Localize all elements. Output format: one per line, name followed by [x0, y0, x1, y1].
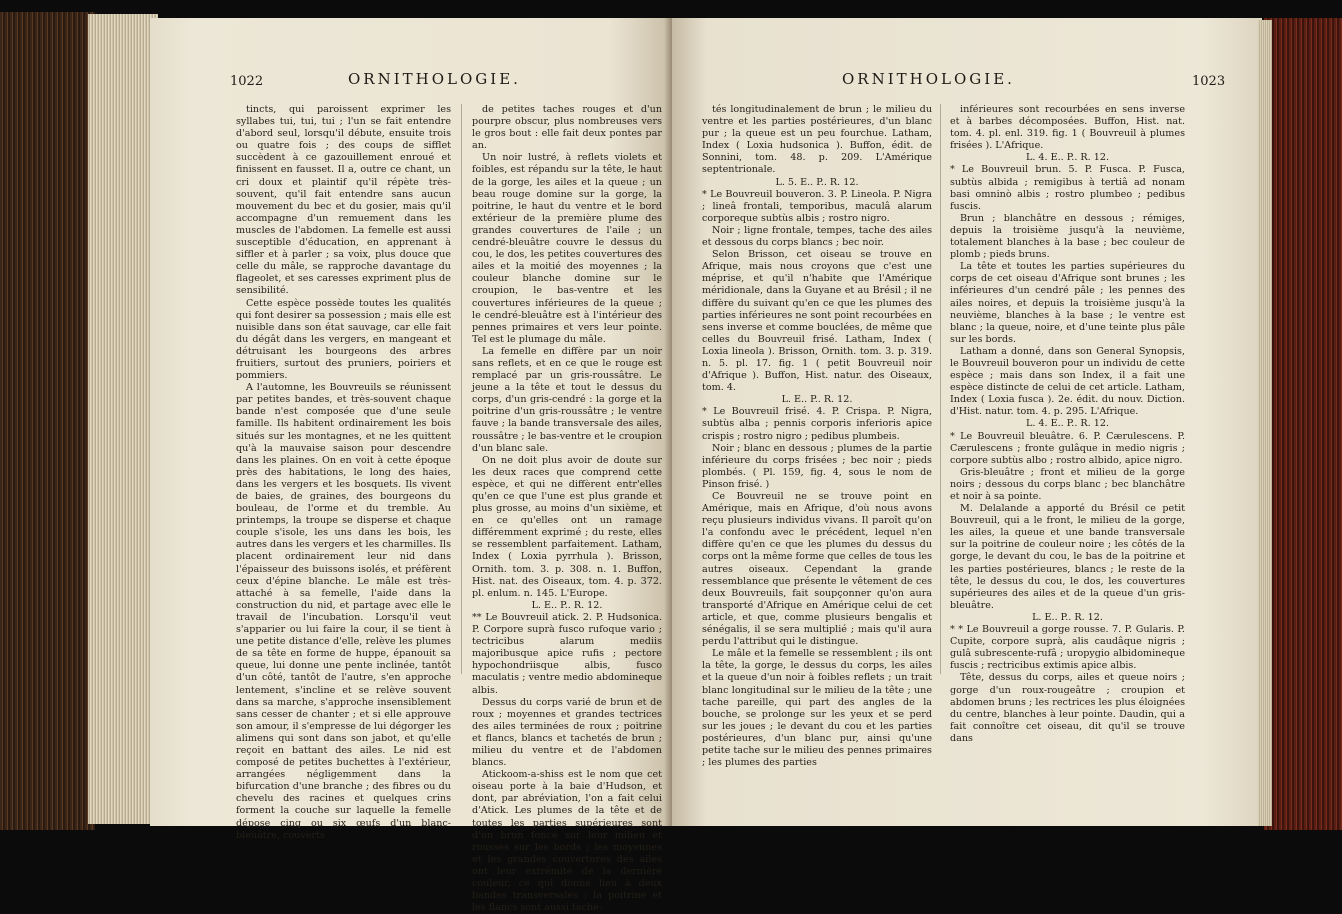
right-cover-edge [1264, 18, 1342, 830]
left-page-header: ORNITHOLOGIE. [348, 70, 521, 88]
right-page-header: ORNITHOLOGIE. [842, 70, 1015, 88]
right-column-2 [950, 104, 1185, 824]
left-cover-edge [0, 12, 95, 830]
left-page [150, 18, 672, 914]
paragraph: * Le Bouvreuil bouveron. 3. P. Lineola. P. Nigra ; lineâ frontali, temporibus, maculâ alarum corporeque subtùs albis ; rostro nigro. [702, 188, 932, 224]
paragraph: Noir ; blanc en dessous ; plumes de la partie inférieure du corps frisées ; bec noir ; pieds plombés. ( Pl. 159, fig. 4, sous le nom de Pinson frisé. ) [702, 442, 932, 490]
right-page-number: 1023 [1192, 74, 1226, 89]
left-page-edges [88, 14, 158, 824]
paragraph: L. 4. E.. P.. R. 12. [1025, 152, 1110, 164]
paragraph: L. E.. P.. R. 12. [1032, 611, 1103, 623]
left-page-number: 1022 [230, 74, 264, 89]
right-page [672, 18, 1262, 826]
column-divider [461, 104, 462, 674]
paragraph: Le mâle et la femelle se ressemblent ; ils ont la tête, la gorge, le dessus du corps, les ailes et la queue d'un noir à foibles reflets ; un trait blanc longitudinal sur le milieu de la tête ; une tache pareille, qui part des angles de la bouche, se prolonge sur les yeux et se perd sur les joues ; le devant du cou et les parties postérieures, d'un blanc pur, ainsi qu'une petite tache sur le milieu des pennes primaires ; les plumes des parties [702, 648, 932, 769]
paragraph: Brun ; blanchâtre en dessous ; rémiges, depuis la troisième jusqu'à la neuvième, totalement blanches à la base ; bec couleur de plomb ; pieds bruns. [950, 212, 1185, 261]
paragraph: tés longitudinalement de brun ; le milieu du ventre et les parties postérieures, d'un blanc pur ; la queue est un peu fourchue. Latham, Index ( Loxia hudsonica ). Buffon, édit. de Sonnini, tom. 48. p. 209. L'Amérique septentrionale. [702, 104, 932, 176]
paragraph: L. 4. E.. P.. R. 12. [1025, 418, 1110, 430]
paragraph: La tête et toutes les parties supérieures du corps de cet oiseau d'Afrique sont brunes ; les inférieures d'un cendré pâle ; les pennes des ailes noires, et depuis la troisième jusqu'à la neuvième, blanches à la base ; le ventre est blanc ; la queue, noire, et d'une teinte plus pâle sur les bords. [950, 261, 1185, 345]
paragraph: Latham a donné, dans son General Synopsis, le Bouvreuil bouveron pour un individu de cette espèce ; mais dans son Index, il a fait une espèce distincte de celui de cet article. Latham, Index ( Loxia fusca ). 2e. édit. du nouv. Diction. d'Hist. natur. tom. 4. p. 295. L'Afrique. [950, 345, 1185, 418]
paragraph: tincts, qui paroissent exprimer les syllabes tui, tui, tui ; l'un se fait entendre d'abord seul, lorsqu'il débute, ensuite trois ou quatre fois ; des coups de sifflet succèdent à ce gazouillement enroué et finissent en fausset. Il a, outre ce chant, un cri doux et plaintif qu'il répète très-souvent, qu'il fait entendre sans aucun mouvement du bec et du gosier, mais qu'il accompagne d'un remuement dans les muscles de l'abdomen. La femelle est aussi susceptible d'éducation, en apprenant à siffler et à parler ; sa voix, plus douce que celle du mâle, se rapproche davantage du flageolet, et ses caresses expriment plus de sensibilité. [236, 104, 451, 297]
paragraph: de petites taches rouges et d'un pourpre obscur, plus nombreuses vers le gros bout : elle fait deux pontes par an. [472, 104, 662, 152]
paragraph: Tête, dessus du corps, ailes et queue noirs ; gorge d'un roux-rougeâtre ; croupion et abdomen bruns ; les rectrices les plus éloignées du centre, blanches à leur pointe. Daudin, qui a fait connoître cet oiseau, dit qu'il se trouve dans [950, 672, 1185, 744]
paragraph: * Le Bouvreuil bleuâtre. 6. P. Cærulescens. P. Cærulescens ; fronte gulâque in medio nigris ; corpore subtùs albo ; rostro albido, apice nigro. [950, 430, 1185, 466]
paragraph: Un noir lustré, à reflets violets et foibles, est répandu sur la tête, le haut de la gorge, les ailes et la queue ; un beau rouge domine sur la gorge, la poitrine, le haut du ventre et le bord extérieur de la première plume des grandes couvertures de l'aile ; un cendré-bleuâtre couvre le dessus du cou, le dos, les petites couvertures des ailes et la moitié des moyennes ; la couleur blanche domine sur le croupion, le bas-ventre et les couvertures inférieures de la queue ; le cendré-bleuâtre est à l'intérieur des pennes primaires et vers leur pointe. Tel est le plumage du mâle. [472, 152, 662, 345]
paragraph: Ce Bouvreuil ne se trouve point en Amérique, mais en Afrique, d'où nous avons reçu plusieurs individus vivans. Il paroît qu'on l'a confondu avec le précédent, lequel n'en diffère qu'en ce que les plumes du dessus du corps ont la même forme que celles de tous les autres oiseaux. Cependant la grande ressemblance que présente le vêtement de ces deux Bouvreuils, fait soupçonner qu'on aura transporté d'Afrique en Amérique celui de cet article, et que, comme plusieurs bengalis et sénégalis, il se sera multiplié ; mais qu'il aura perdu l'attribut qui le distingue. [702, 491, 932, 648]
column-divider [940, 104, 941, 674]
paragraph: L. E.. P.. R. 12. [781, 394, 853, 406]
paragraph: On ne doit plus avoir de doute sur les deux races que comprend cette espèce, et qui ne diffèrent entr'elles qu'en ce que l'une est plus grande et plus grosse, au moins d'un sixième, et en ce qu'elles ont un ramage différemment exprimé ; du reste, elles se ressemblent parfaitement. Latham, Index ( Loxia pyrrhula ). Brisson, Ornith. tom. 3. p. 308. n. 1. Buffon, Hist. nat. des Oiseaux, tom. 4. p. 372. pl. enlum. n. 145. L'Europe. [472, 454, 662, 599]
paragraph: * Le Bouvreuil frisé. 4. P. Crispa. P. Nigra, subtùs alba ; pennis corporis inferioris apice crispis ; rostro nigro ; pedibus plumbeis. [702, 406, 932, 442]
paragraph: Atickoom-a-shiss est le nom que cet oiseau porte à la baie d'Hudson, et dont, par abréviation, l'on a fait celui d'Atick. Les plumes de la tête et de toutes les parties supérieures sont d'un brun foncé sur leur milieu et rousses sur les bords ; les moyennes et les grandes couvertures des ailes ont leur extrémité de la dernière couleur, ce qui donne lieu à deux bandes transversales ; la poitrine et les flancs sont aussi tache- [472, 769, 662, 914]
paragraph: * * Le Bouvreuil a gorge rousse. 7. P. Gularis. P. Cupite, corpore suprà, alis caudâque nigris ; gulâ subrescente-rufâ ; uropygio albidomineque fuscis ; rectricibus extimis apice albis. [950, 624, 1185, 672]
left-column-2 [472, 104, 662, 914]
paragraph: L. 5. E.. P.. R. 12. [775, 176, 859, 188]
right-column-1 [702, 104, 932, 824]
paragraph: A l'automne, les Bouvreuils se réunissent par petites bandes, et très-souvent chaque bande n'est composée que d'une seule famille. Ils habitent ordinairement les bois situés sur les montagnes, et ne les quittent qu'à la mauvaise saison pour descendre dans les plaines. On en voit à cette époque près des habitations, le long des haies, dans les vergers et les bosquets. Ils vivent de baies, de graines, des bourgeons du bouleau, de l'orme et du tremble. Au printemps, la troupe se disperse et chaque couple s'isole, les uns dans les bois, les autres dans les vergers et les charmilles. Ils placent ordinairement leur nid dans l'épaisseur des buissons isolés, et préfèrent ceux d'épine blanche. Le mâle est très-attaché à sa femelle, l'aide dans la construction du nid, et partage avec elle le travail de l'incubation. Lorsqu'il veut s'apparier ou lui faire la cour, il se tient à une petite distance d'elle, relève les plumes de sa tête en forme de huppe, épanouit sa queue, lui donne une pente inclinée, tantôt d'un côté, tantôt de l'autre, s'en approche lentement, s'incline et se relève souvent dans sa marche, s'approche insensiblement sans cesser de chanter ; et si elle approuve son amour, il s'empresse de lui dégorger les alimens qui sont dans son jabot, et qu'elle reçoit en battant des ailes. Le nid est composé de petites buchettes à l'extérieur, arrangées négligemment dans la bifurcation d'une branche ; des fibres ou du chevelu des racines et quelques crins forment la couche sur laquelle la femelle dépose cinq ou six œufs d'un blanc-bleuâtre, couverts [236, 382, 451, 841]
left-column-1 [236, 104, 451, 841]
paragraph: Selon Brisson, cet oiseau se trouve en Afrique, mais nous croyons que c'est une méprise, et qu'il n'habite que l'Amérique méridionale, dans la Guyane et au Brésil ; il ne diffère du suivant qu'en ce que les plumes des parties inférieures ne sont point recourbées en sens inverse et comme bouclées, de même que celles du Bouvreuil frisé. Latham, Index ( Loxia lineola ). Brisson, Ornith. tom. 3. p. 319. n. 5. pl. 17. fig. 1 ( petit Bouvreuil noir d'Afrique ). Buffon, Hist. natur. des Oiseaux, tom. 4. [702, 249, 932, 394]
paragraph: M. Delalande a apporté du Brésil ce petit Bouvreuil, qui a le front, le milieu de la gorge, les ailes, la queue et une bande transversale sur la poitrine de couleur noire ; les côtés de la gorge, le devant du cou, le bas de la poitrine et les parties postérieures, blancs ; le reste de la tête, le dessus du cou, le dos, les couvertures supérieures des ailes et de la queue d'un gris-bleuâtre. [950, 503, 1185, 611]
paragraph: L. E.. P.. R. 12. [531, 599, 603, 611]
paragraph: * Le Bouvreuil brun. 5. P. Fusca. P. Fusca, subtùs albida ; remigibus à tertiâ ad nonam basi omninò albis ; rostro plumbeo ; pedibus fuscis. [950, 164, 1185, 212]
paragraph: La femelle en diffère par un noir sans reflets, et en ce que le rouge est remplacé par un gris-roussâtre. Le jeune a la tête et tout le dessus du corps, d'un gris-cendré : la gorge et la poitrine d'un gris-roussâtre ; le ventre fauve ; la bande transversale des ailes, roussâtre ; le bas-ventre et le croupion d'un blanc sale. [472, 345, 662, 454]
right-page-edges [1258, 20, 1272, 826]
paragraph: ** Le Bouvreuil atick. 2. P. Hudsonica. P. Corpore suprà fusco rufoque vario ; tectricibus alarum mediis majoribusque apice rufis ; pectore hypochondriisque albis, fusco maculatis ; ventre medio abdomineque albis. [472, 611, 662, 696]
paragraph: Noir ; ligne frontale, tempes, tache des ailes et dessous du corps blancs ; bec noir. [702, 224, 932, 249]
paragraph: Gris-bleuâtre ; front et milieu de la gorge noirs ; dessous du corps blanc ; bec blanchâtre et noir à sa pointe. [950, 466, 1185, 502]
paragraph: Dessus du corps varié de brun et de roux ; moyennes et grandes tectrices des ailes terminées de roux ; poitrine et flancs, blancs et tachetés de brun ; milieu du ventre et de l'abdomen blancs. [472, 696, 662, 769]
paragraph: inférieures sont recourbées en sens inverse et à barbes décomposées. Buffon, Hist. nat. tom. 4. pl. enl. 319. fig. 1 ( Bouvreuil à plumes frisées ). L'Afrique. [950, 104, 1185, 152]
paragraph: Cette espèce possède toutes les qualités qui font desirer sa possession ; mais elle est nuisible dans son état sauvage, car elle fait du dégât dans les vergers, en mangeant et détruisant les bourgeons des arbres fruitiers, surtout des pruniers, poiriers et pommiers. [236, 297, 451, 382]
